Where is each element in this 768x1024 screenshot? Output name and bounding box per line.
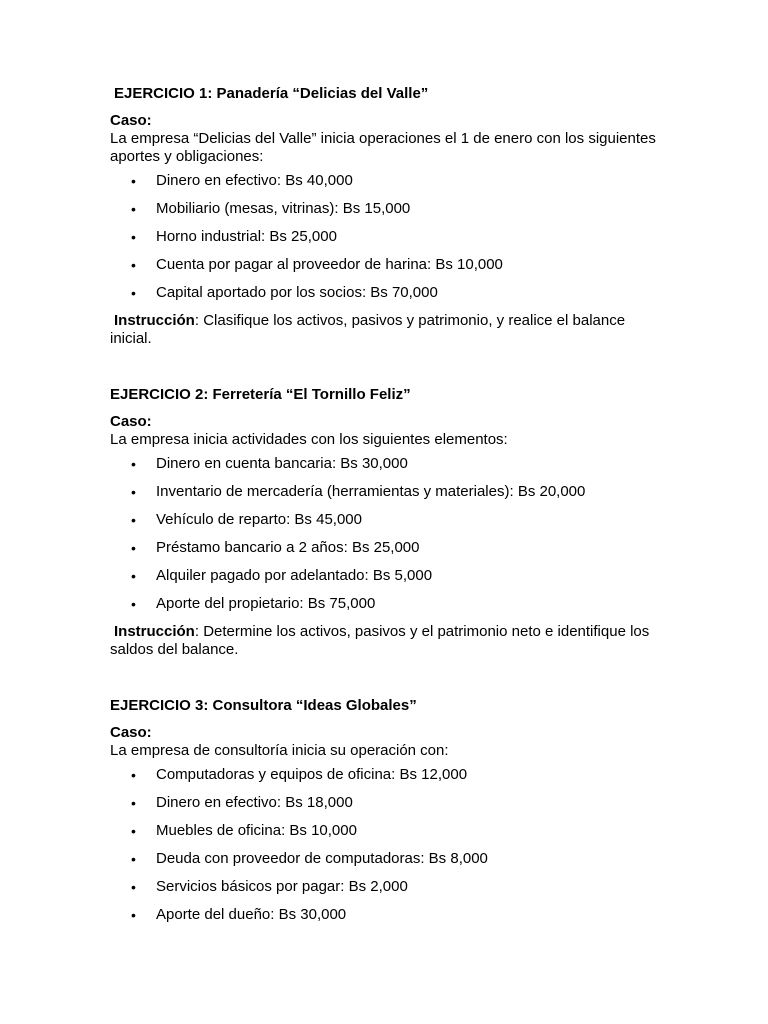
list-item-text: Servicios básicos por pagar: Bs 2,000 xyxy=(156,878,408,895)
instruction-text: : Determine los activos, pasivos y el patrimonio neto e identifique los saldos del balance. xyxy=(110,623,650,658)
bullet-icon: • xyxy=(131,851,136,867)
list-item xyxy=(110,766,670,794)
list-item xyxy=(110,455,670,483)
exercise-2-intro: La empresa inicia actividades con los siguientes elementos: xyxy=(110,431,508,448)
instruction-text: : Clasifique los activos, pasivos y patrimonio, y realice el balance inicial. xyxy=(110,312,626,347)
list-item xyxy=(110,511,670,539)
bullet-icon: • xyxy=(131,201,136,217)
bullet-icon: • xyxy=(131,879,136,895)
exercise-1-item-list xyxy=(110,172,670,312)
bullet-icon: • xyxy=(131,285,136,301)
list-item xyxy=(110,794,670,822)
list-item-text: Aporte del propietario: Bs 75,000 xyxy=(156,595,376,612)
bullet-icon: • xyxy=(131,907,136,923)
bullet-icon: • xyxy=(131,596,136,612)
exercise-3 xyxy=(110,696,670,934)
list-item-text: Horno industrial: Bs 25,000 xyxy=(156,228,337,245)
list-item-text: Aporte del dueño: Bs 30,000 xyxy=(156,906,347,923)
list-item xyxy=(110,595,670,623)
bullet-icon: • xyxy=(131,795,136,811)
list-item-text: Mobiliario (mesas, vitrinas): Bs 15,000 xyxy=(156,200,411,217)
list-item xyxy=(110,906,670,934)
list-item xyxy=(110,822,670,850)
exercise-2-item-list xyxy=(110,455,670,623)
list-item xyxy=(110,256,670,284)
list-item xyxy=(110,878,670,906)
list-item-text: Dinero en efectivo: Bs 40,000 xyxy=(156,172,353,189)
exercise-2-title: EJERCICIO 2: Ferretería “El Tornillo Feliz” xyxy=(110,386,411,403)
exercise-2-caso-label: Caso: xyxy=(110,413,152,430)
bullet-icon: • xyxy=(131,173,136,189)
exercise-2-instruction xyxy=(110,623,670,659)
list-item xyxy=(110,228,670,256)
exercise-3-item-list xyxy=(110,766,670,934)
bullet-icon: • xyxy=(131,229,136,245)
exercise-3-intro: La empresa de consultoría inicia su operación con: xyxy=(110,742,449,759)
list-item-text: Muebles de oficina: Bs 10,000 xyxy=(156,822,357,839)
instruction-label: Instrucción xyxy=(114,623,195,640)
list-item-text: Alquiler pagado por adelantado: Bs 5,000 xyxy=(156,567,433,584)
exercise-3-caso-label: Caso: xyxy=(110,724,152,741)
list-item xyxy=(110,850,670,878)
bullet-icon: • xyxy=(131,767,136,783)
list-item xyxy=(110,200,670,228)
list-item-text: Capital aportado por los socios: Bs 70,000 xyxy=(156,284,438,301)
list-item xyxy=(110,483,670,511)
list-item-text: Computadoras y equipos de oficina: Bs 12,000 xyxy=(156,766,468,783)
document-page xyxy=(110,84,670,934)
list-item-text: Inventario de mercadería (herramientas y materiales): Bs 20,000 xyxy=(156,483,586,500)
exercise-1 xyxy=(110,84,670,348)
list-item-text: Vehículo de reparto: Bs 45,000 xyxy=(156,511,362,528)
instruction-label: Instrucción xyxy=(114,312,195,329)
list-item-text: Dinero en cuenta bancaria: Bs 30,000 xyxy=(156,455,408,472)
list-item-text: Cuenta por pagar al proveedor de harina: Bs 10,000 xyxy=(156,256,503,273)
exercise-3-title: EJERCICIO 3: Consultora “Ideas Globales” xyxy=(110,697,417,714)
list-item-text: Préstamo bancario a 2 años: Bs 25,000 xyxy=(156,539,420,556)
list-item-text: Dinero en efectivo: Bs 18,000 xyxy=(156,794,353,811)
bullet-icon: • xyxy=(131,540,136,556)
bullet-icon: • xyxy=(131,512,136,528)
exercise-1-caso-label: Caso: xyxy=(110,112,152,129)
list-item xyxy=(110,567,670,595)
bullet-icon: • xyxy=(131,568,136,584)
exercise-1-title: EJERCICIO 1: Panadería “Delicias del Valle” xyxy=(114,85,429,102)
exercise-2 xyxy=(110,385,670,659)
exercise-1-intro: La empresa “Delicias del Valle” inicia operaciones el 1 de enero con los siguientes aportes y obligaciones: xyxy=(110,130,656,165)
list-item-text: Deuda con proveedor de computadoras: Bs 8,000 xyxy=(156,850,488,867)
bullet-icon: • xyxy=(131,456,136,472)
bullet-icon: • xyxy=(131,257,136,273)
list-item xyxy=(110,172,670,200)
bullet-icon: • xyxy=(131,484,136,500)
list-item xyxy=(110,539,670,567)
list-item xyxy=(110,284,670,312)
bullet-icon: • xyxy=(131,823,136,839)
exercise-1-instruction xyxy=(110,312,670,348)
